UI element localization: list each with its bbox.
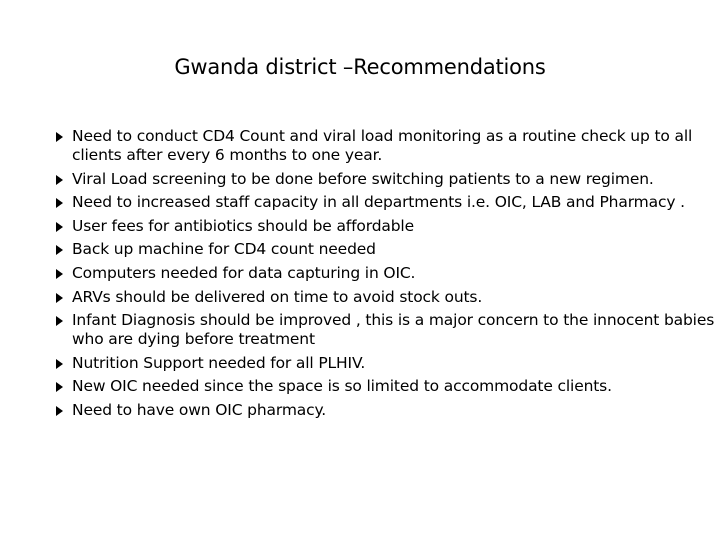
list-item-text: Back up machine for CD4 count needed <box>72 240 376 259</box>
bullet-arrow-icon <box>56 132 63 142</box>
bullet-arrow-icon <box>56 222 63 232</box>
recommendations-list <box>56 127 716 425</box>
list-item-text: Infant Diagnosis should be improved , this is a major concern to the innocent babies who are dying before treatment <box>72 311 715 349</box>
bullet-arrow-icon <box>56 269 63 279</box>
bullet-arrow-icon <box>56 293 63 303</box>
list-item <box>56 264 716 283</box>
list-item <box>56 217 716 236</box>
list-item <box>56 127 716 165</box>
list-item <box>56 170 716 189</box>
list-item <box>56 311 716 349</box>
list-item <box>56 240 716 259</box>
list-item-text: Need to conduct CD4 Count and viral load monitoring as a routine check up to all clients after every 6 months to one year. <box>72 127 693 164</box>
bullet-arrow-icon <box>56 406 63 416</box>
bullet-arrow-icon <box>56 359 63 369</box>
list-item-text: Computers needed for data capturing in OIC. <box>72 263 416 282</box>
list-item-text: Need to have own OIC pharmacy. <box>72 400 327 419</box>
bullet-arrow-icon <box>56 175 63 185</box>
list-item <box>56 401 716 420</box>
list-item <box>56 354 716 373</box>
slide-title: Gwanda district –Recommendations <box>174 55 546 79</box>
list-item <box>56 288 716 307</box>
bullet-arrow-icon <box>56 245 63 255</box>
list-item-text: User fees for antibiotics should be affordable <box>72 216 414 235</box>
list-item-text: New OIC needed since the space is so limited to accommodate clients. <box>72 377 612 396</box>
list-item <box>56 377 716 396</box>
list-item-text: Nutrition Support needed for all PLHIV. <box>72 353 366 372</box>
list-item-text: Viral Load screening to be done before switching patients to a new regimen. <box>72 169 654 188</box>
list-item-text: Need to increased staff capacity in all departments i.e. OIC, LAB and Pharmacy . <box>72 193 685 212</box>
bullet-arrow-icon <box>56 198 63 208</box>
bullet-arrow-icon <box>56 316 63 326</box>
list-item <box>56 193 716 212</box>
list-item-text: ARVs should be delivered on time to avoid stock outs. <box>72 287 483 306</box>
bullet-arrow-icon <box>56 382 63 392</box>
